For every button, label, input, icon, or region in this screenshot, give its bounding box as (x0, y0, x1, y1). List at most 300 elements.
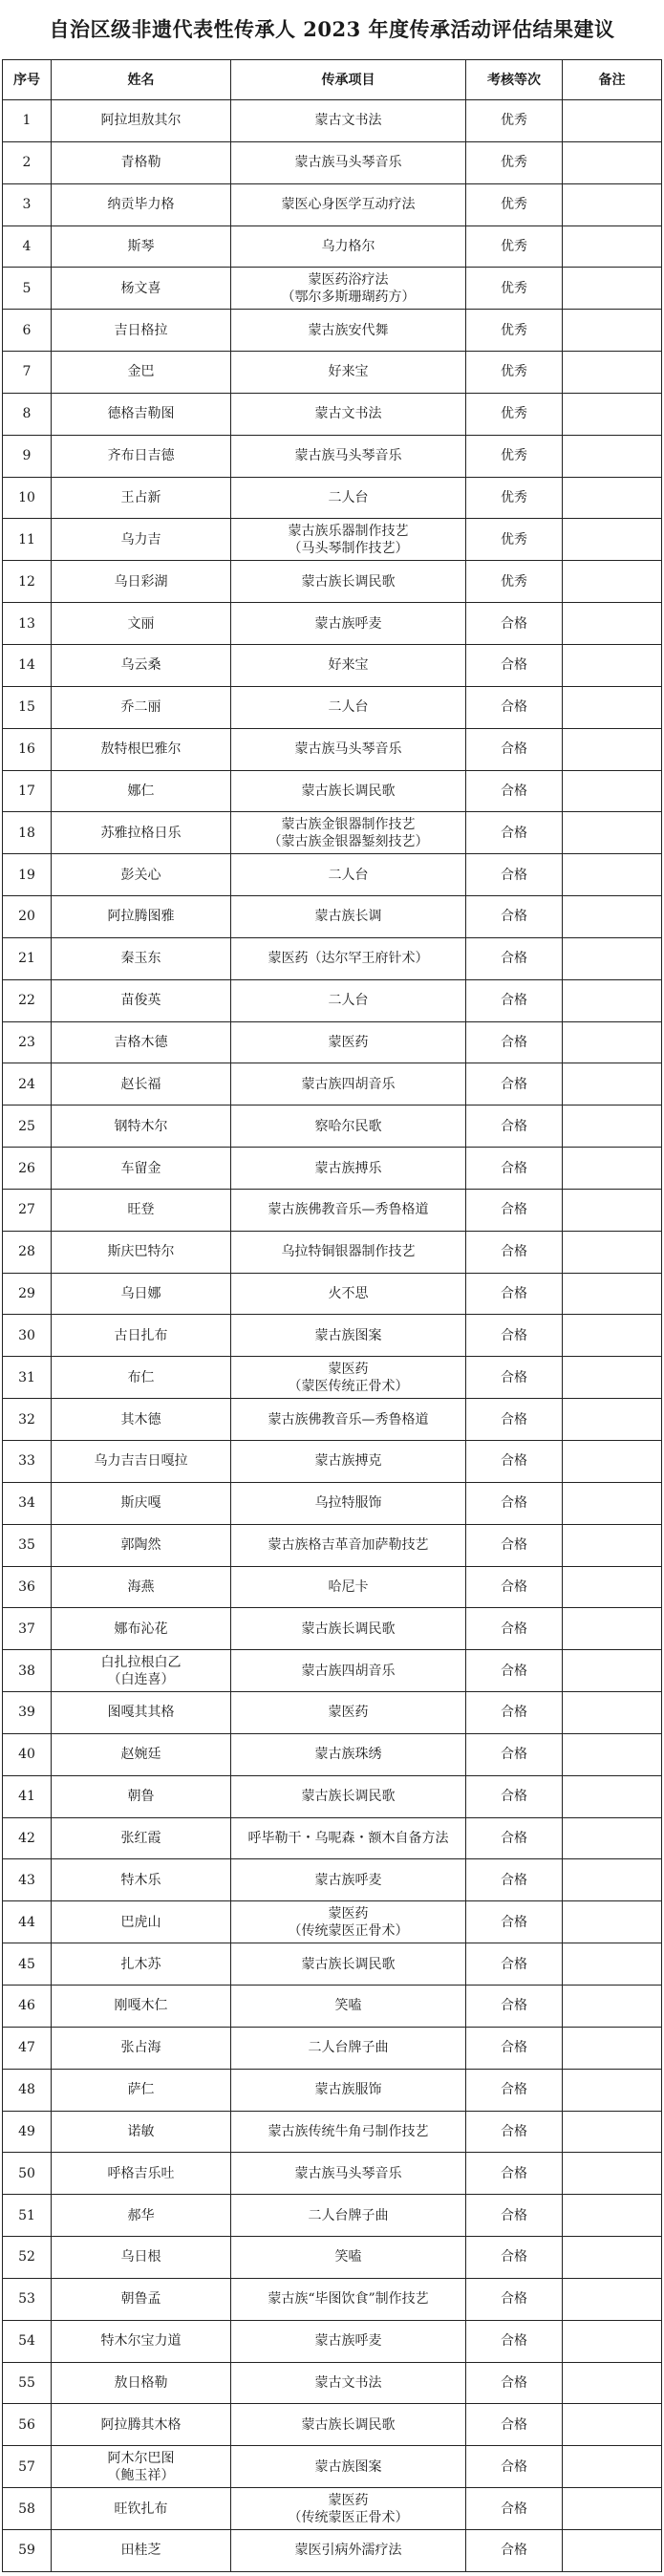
cell-grade (466, 1733, 563, 1775)
cell-grade-text: 优秀 (501, 238, 527, 254)
cell-grade (466, 1817, 563, 1859)
cell-note (563, 1021, 662, 1063)
cell-item-text: 蒙医心身医学互动疗法 (281, 197, 416, 213)
cell-name (52, 1399, 231, 1441)
cell-name (52, 2278, 231, 2320)
cell-no-text: 17 (18, 783, 35, 799)
cell-grade-text: 合格 (501, 993, 527, 1009)
cell-item-text: 蒙古族佛教音乐—秀鲁格道 (268, 1411, 429, 1428)
cell-no-text: 57 (18, 2458, 35, 2475)
cell-note (563, 2111, 662, 2153)
cell-grade-text: 合格 (501, 1118, 527, 1134)
cell-grade (466, 1859, 563, 1901)
cell-grade-text: 优秀 (501, 448, 527, 464)
table-row (3, 435, 662, 477)
cell-grade (466, 352, 563, 394)
cell-grade-text: 合格 (501, 2040, 527, 2056)
cell-item-text: 二人台 (328, 490, 369, 506)
cell-item (231, 1692, 466, 1734)
table-row (3, 1943, 662, 1986)
cell-item-text: 二人台牌子曲 (308, 2040, 389, 2056)
cell-grade-text: 合格 (501, 2374, 527, 2391)
cell-no (3, 979, 52, 1021)
table-row (3, 728, 662, 770)
cell-no-text: 55 (18, 2374, 35, 2391)
cell-no (3, 393, 52, 435)
cell-item (231, 854, 466, 896)
cell-name-text: 乌日彩湖 (114, 573, 168, 590)
cell-item (231, 1399, 466, 1441)
cell-item (231, 2111, 466, 2153)
table-row (3, 937, 662, 979)
cell-grade (466, 1608, 563, 1650)
cell-grade (466, 1985, 563, 2027)
cell-no-text: 21 (18, 951, 35, 967)
cell-note (563, 1817, 662, 1859)
cell-grade-text: 合格 (501, 2501, 527, 2517)
cell-item (231, 1566, 466, 1608)
cell-no (3, 1189, 52, 1231)
cell-grade-text: 合格 (501, 2543, 527, 2559)
cell-no-text: 5 (22, 280, 32, 296)
cell-grade (466, 1357, 563, 1399)
cell-note (563, 1189, 662, 1231)
cell-grade (466, 2153, 563, 2195)
table-row (3, 2320, 662, 2362)
cell-item (231, 1733, 466, 1775)
cell-item-text: （蒙医传统正骨术） (288, 1378, 409, 1394)
cell-item (231, 352, 466, 394)
cell-name-text: 郭陶然 (120, 1537, 161, 1554)
cell-item (231, 1063, 466, 1106)
cell-no-text: 15 (18, 699, 35, 716)
cell-item-text: （蒙古族金银器錾刻技艺） (268, 833, 429, 849)
cell-item-text: 呼毕勒干・乌呢森・额木自备方法 (247, 1831, 449, 1847)
cell-name-text: 苗俊英 (120, 993, 161, 1009)
cell-item-text: 蒙古族图案 (314, 2458, 382, 2475)
cell-no-text: 18 (18, 825, 35, 841)
cell-note (563, 603, 662, 645)
cell-item (231, 1189, 466, 1231)
cell-grade-text: 合格 (501, 2458, 527, 2475)
cell-item-text: 蒙古族马头琴音乐 (294, 155, 402, 171)
cell-grade-text: 合格 (501, 1411, 527, 1428)
cell-item-text: （马头琴制作技艺） (288, 540, 409, 556)
cell-note (563, 1650, 662, 1692)
cell-name-text: 齐布日吉德 (107, 448, 175, 464)
cell-no-text: 28 (18, 1244, 35, 1260)
cell-grade-text: 优秀 (501, 280, 527, 296)
table-row (3, 979, 662, 1021)
cell-item-text: 蒙古文书法 (314, 113, 382, 129)
cell-item (231, 603, 466, 645)
cell-grade (466, 896, 563, 938)
table-body (3, 100, 662, 2572)
cell-name-text: 乌力吉 (120, 531, 161, 547)
cell-grade-text: 合格 (501, 1914, 527, 1930)
cell-no-text: 30 (18, 1327, 35, 1343)
cell-item (231, 2404, 466, 2446)
cell-item-text: 察哈尔民歌 (314, 1118, 382, 1134)
cell-grade (466, 1692, 563, 1734)
cell-name (52, 1357, 231, 1399)
cell-grade-text: 优秀 (501, 113, 527, 129)
cell-item-text: 蒙古族四胡音乐 (301, 1663, 396, 1679)
cell-item (231, 2195, 466, 2237)
cell-note (563, 1148, 662, 1190)
cell-no (3, 1608, 52, 1650)
table-row (3, 1273, 662, 1315)
cell-note (563, 435, 662, 477)
cell-item (231, 2153, 466, 2195)
table-row (3, 477, 662, 519)
cell-item-text: （传统蒙医正骨术） (288, 2509, 409, 2525)
cell-item (231, 477, 466, 519)
cell-item (231, 2027, 466, 2069)
cell-name-text: 吉日格拉 (114, 322, 168, 338)
cell-item (231, 1775, 466, 1817)
cell-note (563, 979, 662, 1021)
header-no: 序号 (3, 60, 52, 100)
cell-item (231, 435, 466, 477)
cell-name (52, 896, 231, 938)
cell-no (3, 1273, 52, 1315)
cell-no-text: 22 (18, 993, 35, 1009)
cell-item-text: 蒙古族佛教音乐—秀鲁格道 (268, 1202, 429, 1218)
cell-no-text: 36 (18, 1578, 35, 1595)
cell-no-text: 2 (22, 155, 32, 171)
cell-name-text: 张占海 (120, 2040, 161, 2056)
cell-no (3, 686, 52, 728)
cell-no-text: 38 (18, 1663, 35, 1679)
cell-item-text: 蒙古族服饰 (314, 2082, 382, 2098)
header-name: 姓名 (52, 60, 231, 100)
cell-note (563, 1608, 662, 1650)
table-row (3, 1021, 662, 1063)
table-row (3, 519, 662, 561)
cell-item (231, 393, 466, 435)
cell-no (3, 2153, 52, 2195)
cell-name (52, 1315, 231, 1357)
cell-item-text: 蒙医药 (328, 1034, 369, 1050)
cell-name (52, 435, 231, 477)
cell-name-text: 特木乐 (120, 1872, 161, 1888)
cell-no-text: 10 (18, 490, 35, 506)
table-row (3, 268, 662, 310)
table-row (3, 1148, 662, 1190)
cell-name (52, 2111, 231, 2153)
cell-name-text: 巴虎山 (120, 1914, 161, 1930)
cell-name (52, 1859, 231, 1901)
cell-no-text: 46 (18, 1998, 35, 2014)
cell-grade-text: 合格 (501, 1076, 527, 1092)
table-row (3, 2027, 662, 2069)
cell-no (3, 2027, 52, 2069)
cell-name (52, 812, 231, 854)
cell-no (3, 1482, 52, 1524)
cell-name-text: 乔二丽 (120, 699, 161, 716)
cell-no (3, 728, 52, 770)
cell-name (52, 854, 231, 896)
cell-note (563, 2237, 662, 2279)
cell-item-text: 二人台 (328, 993, 369, 1009)
cell-item-text: 蒙医药 (328, 2492, 369, 2508)
cell-no-text: 40 (18, 1747, 35, 1763)
cell-item-text: 蒙古族“毕图饮食”制作技艺 (268, 2291, 429, 2308)
cell-name-text: 阿拉腾其木格 (100, 2416, 182, 2433)
cell-item-text: 蒙古族四胡音乐 (301, 1076, 396, 1092)
cell-name-text: 旺登 (127, 1202, 155, 1218)
cell-item (231, 1441, 466, 1483)
cell-no-text: 23 (18, 1034, 35, 1050)
cell-no-text: 9 (22, 448, 32, 464)
cell-name (52, 1943, 231, 1986)
cell-item (231, 310, 466, 352)
cell-item (231, 812, 466, 854)
cell-name-text: 张红霞 (120, 1831, 161, 1847)
cell-note (563, 183, 662, 225)
cell-item (231, 2278, 466, 2320)
cell-grade-text: 合格 (501, 909, 527, 925)
cell-no (3, 1063, 52, 1106)
cell-no-text: 44 (18, 1914, 35, 1930)
cell-no (3, 1357, 52, 1399)
cell-name (52, 686, 231, 728)
cell-name-text: 朝鲁孟 (120, 2291, 161, 2308)
table-row (3, 1692, 662, 1734)
cell-no (3, 2237, 52, 2279)
cell-item (231, 1524, 466, 1566)
cell-name (52, 268, 231, 310)
cell-grade (466, 603, 563, 645)
cell-no (3, 2488, 52, 2530)
cell-item (231, 770, 466, 812)
cell-name-text: 萨仁 (127, 2082, 155, 2098)
cell-note (563, 1357, 662, 1399)
table-row (3, 2153, 662, 2195)
cell-note (563, 2195, 662, 2237)
cell-grade (466, 979, 563, 1021)
cell-grade (466, 2529, 563, 2571)
cell-grade (466, 435, 563, 477)
cell-name-text: 旺钦扎布 (114, 2501, 168, 2517)
table-row (3, 1189, 662, 1231)
cell-name (52, 1524, 231, 1566)
cell-no (3, 1441, 52, 1483)
cell-grade-text: 合格 (501, 1495, 527, 1512)
cell-no (3, 1231, 52, 1273)
cell-name-text: 其木德 (120, 1411, 161, 1428)
cell-name-text: 乌日根 (120, 2249, 161, 2265)
cell-grade-text: 合格 (501, 1578, 527, 1595)
cell-grade-text: 合格 (501, 1956, 527, 1972)
cell-no-text: 13 (18, 615, 35, 632)
cell-no (3, 603, 52, 645)
cell-note (563, 1859, 662, 1901)
cell-grade-text: 优秀 (501, 364, 527, 380)
cell-no (3, 1315, 52, 1357)
cell-name-text: 乌云桑 (120, 657, 161, 674)
cell-no-text: 20 (18, 909, 35, 925)
cell-no (3, 1733, 52, 1775)
cell-note (563, 310, 662, 352)
cell-name (52, 2362, 231, 2404)
cell-item-text: 蒙医药（达尔罕王府针术） (268, 951, 429, 967)
cell-grade (466, 1106, 563, 1148)
cell-name (52, 979, 231, 1021)
cell-item-text: 蒙医药 (328, 1361, 369, 1377)
cell-no-text: 29 (18, 1286, 35, 1302)
cell-name (52, 1608, 231, 1650)
cell-note (563, 477, 662, 519)
cell-name (52, 2404, 231, 2446)
cell-no-text: 35 (18, 1537, 35, 1554)
cell-no-text: 19 (18, 867, 35, 883)
cell-grade (466, 1482, 563, 1524)
cell-grade (466, 1399, 563, 1441)
cell-item-text: 笑嗑 (334, 1998, 362, 2014)
cell-grade-text: 优秀 (501, 573, 527, 590)
table-row (3, 1566, 662, 1608)
cell-item-text: （鄂尔多斯珊瑚药方） (281, 289, 416, 305)
cell-item (231, 1106, 466, 1148)
cell-grade (466, 854, 563, 896)
cell-note (563, 812, 662, 854)
cell-item (231, 183, 466, 225)
cell-item-text: 蒙古族传统牛角弓制作技艺 (268, 2123, 429, 2139)
cell-item (231, 2446, 466, 2488)
cell-item (231, 2069, 466, 2111)
cell-no-text: 25 (18, 1118, 35, 1134)
cell-no-text: 31 (18, 1369, 35, 1385)
cell-note (563, 1733, 662, 1775)
cell-no-text: 26 (18, 1160, 35, 1176)
table-row (3, 225, 662, 268)
cell-no-text: 3 (22, 197, 32, 213)
cell-name-text: 吉格木德 (114, 1034, 168, 1050)
cell-note (563, 1273, 662, 1315)
cell-grade-text: 合格 (501, 867, 527, 883)
cell-item-text: 乌拉特铜银器制作技艺 (281, 1244, 416, 1260)
cell-no (3, 1692, 52, 1734)
table-row (3, 100, 662, 142)
cell-item (231, 1859, 466, 1901)
cell-item-text: 二人台 (328, 867, 369, 883)
cell-grade-text: 优秀 (501, 322, 527, 338)
cell-name-text: 钢特木尔 (114, 1118, 168, 1134)
cell-note (563, 2320, 662, 2362)
cell-item-text: 蒙古族搏乐 (314, 1160, 382, 1176)
cell-note (563, 1106, 662, 1148)
cell-no (3, 561, 52, 603)
cell-no-text: 53 (18, 2291, 35, 2308)
cell-name-text: （白连喜） (107, 1671, 175, 1687)
cell-grade-text: 合格 (501, 2249, 527, 2265)
cell-grade (466, 686, 563, 728)
cell-grade (466, 225, 563, 268)
cell-note (563, 644, 662, 686)
cell-no-text: 50 (18, 2165, 35, 2181)
cell-name (52, 477, 231, 519)
cell-name (52, 2320, 231, 2362)
cell-item-text: 蒙古族呼麦 (314, 1872, 382, 1888)
cell-note (563, 393, 662, 435)
cell-item (231, 1021, 466, 1063)
table-row (3, 2362, 662, 2404)
cell-grade-text: 合格 (501, 699, 527, 716)
cell-grade (466, 2362, 563, 2404)
cell-grade-text: 合格 (501, 1663, 527, 1679)
cell-grade-text: 优秀 (501, 490, 527, 506)
cell-name (52, 1189, 231, 1231)
table-row (3, 1441, 662, 1483)
cell-name (52, 2488, 231, 2530)
cell-grade-text: 合格 (501, 1705, 527, 1721)
cell-name (52, 728, 231, 770)
cell-grade-text: 合格 (501, 2165, 527, 2181)
cell-item (231, 1608, 466, 1650)
cell-no-text: 59 (18, 2543, 35, 2559)
cell-no (3, 2362, 52, 2404)
cell-grade (466, 1775, 563, 1817)
cell-name (52, 1650, 231, 1692)
table-row (3, 2237, 662, 2279)
cell-name (52, 1692, 231, 1734)
cell-no-text: 24 (18, 1076, 35, 1092)
cell-name (52, 2237, 231, 2279)
cell-grade-text: 合格 (501, 1202, 527, 1218)
cell-no (3, 310, 52, 352)
cell-no (3, 644, 52, 686)
table-row (3, 1650, 662, 1692)
cell-name-text: 刚嘎木仁 (114, 1998, 168, 2014)
cell-no (3, 854, 52, 896)
cell-no-text: 16 (18, 741, 35, 758)
table-row (3, 603, 662, 645)
cell-no (3, 2404, 52, 2446)
table-row (3, 1859, 662, 1901)
cell-grade (466, 183, 563, 225)
cell-note (563, 2362, 662, 2404)
cell-name (52, 1021, 231, 1063)
cell-name-text: 德格吉勒图 (107, 406, 175, 422)
cell-item-text: 蒙古文书法 (314, 406, 382, 422)
cell-no (3, 1106, 52, 1148)
cell-item-text: 蒙古族长调 (314, 909, 382, 925)
cell-name (52, 2153, 231, 2195)
cell-no-text: 43 (18, 1872, 35, 1888)
cell-grade-text: 合格 (501, 1244, 527, 1260)
header-row (3, 60, 662, 100)
cell-grade-text: 合格 (501, 1034, 527, 1050)
cell-item-text: 蒙古族图案 (314, 1327, 382, 1343)
cell-item-text: 蒙医药 (328, 1705, 369, 1721)
cell-grade (466, 2320, 563, 2362)
cell-name-text: 斯庆巴特尔 (107, 1244, 175, 1260)
cell-no-text: 34 (18, 1495, 35, 1512)
cell-grade (466, 310, 563, 352)
cell-item (231, 686, 466, 728)
cell-note (563, 1692, 662, 1734)
table-row (3, 2529, 662, 2571)
cell-grade-text: 合格 (501, 1327, 527, 1343)
cell-grade (466, 2069, 563, 2111)
cell-no (3, 141, 52, 183)
cell-grade-text: 合格 (501, 2123, 527, 2139)
cell-note (563, 1399, 662, 1441)
cell-no-text: 58 (18, 2501, 35, 2517)
table-row (3, 1775, 662, 1817)
